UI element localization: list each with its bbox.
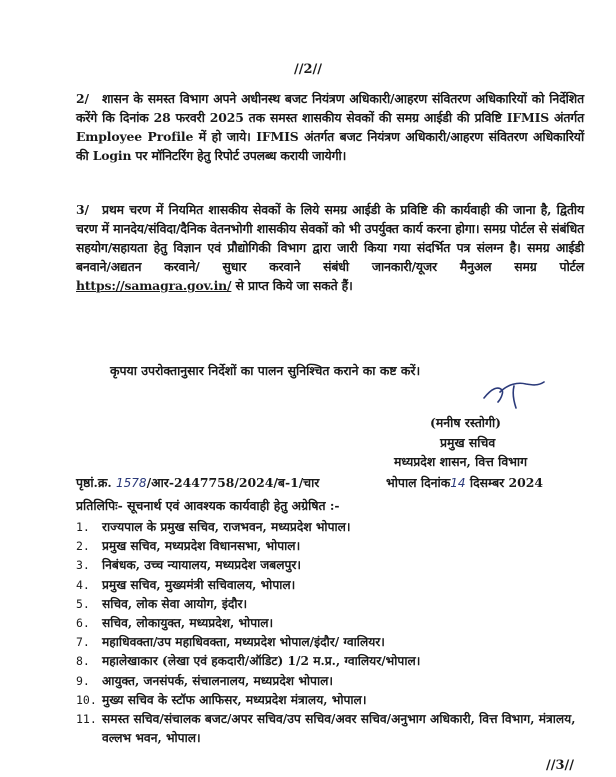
page-number-bottom: //3// [546, 758, 575, 773]
list-item-text: प्रमुख सचिव, मुख्यमंत्री सचिवालय, भोपाल। [102, 577, 296, 592]
signer-department: मध्यप्रदेश शासन, वित्त विभाग [394, 454, 528, 469]
list-item-number: 9. [76, 673, 90, 688]
samagra-portal-link[interactable]: https://samagra.gov.in/ [76, 278, 232, 293]
paragraph-2-number: 2/ [76, 91, 89, 106]
list-item-text: समस्त सचिव/संचालक बजट/अपर सचिव/उप सचिव/अवर सचिव/अनुभाग अधिकारी, वित्त विभाग, मंत्रालय, वल्लभ भवन, भोपाल। [102, 712, 576, 746]
list-item [76, 652, 586, 671]
list-item-text: निबंधक, उच्च न्यायालय, मध्यप्रदेश जबलपुर। [102, 558, 302, 573]
list-item [76, 710, 586, 748]
list-item-number: 6. [76, 616, 90, 631]
list-item-text: सचिव, लोक सेवा आयोग, इंदौर। [102, 596, 248, 611]
list-item-number: 3. [76, 558, 90, 573]
list-item-number: 5. [76, 596, 90, 611]
list-item-text: प्रमुख सचिव, मध्यप्रदेश विधानसभा, भोपाल। [102, 539, 301, 554]
list-item-number: 7. [76, 635, 90, 650]
list-item [76, 672, 586, 691]
list-item-text: मुख्य सचिव के स्टॉफ आफिसर, मध्यप्रदेश मंत्रालय, भोपाल। [102, 692, 367, 707]
list-item [76, 518, 586, 537]
list-item-text: राज्यपाल के प्रमुख सचिव, राजभवन, मध्यप्रदेश भोपाल। [102, 520, 351, 534]
list-item-text: आयुक्त, जनसंपर्क, संचालनालय, मध्यप्रदेश भोपाल। [102, 673, 334, 688]
list-item-text: महाधिवक्ता/उप महाधिवक्ता, मध्यप्रदेश भोपाल/इंदौर/ ग्वालियर। [102, 635, 385, 650]
paragraph-3-text: प्रथम चरण में नियमित शासकीय सेवकों के लिये समग्र आईडी के प्रविष्टि की कार्यवाही की जाना है, द्वितीय चरण में मानदेय/संविदा/दैनिक वेतनभोगी शासकीय सेवकों को भी उपर्युक्त कार्य करना होगा। समग्र पोर्टल से संबंधित सहयोग/सहायता हेतु विज्ञान एवं प्रौद्योगिकी विभाग द्वारा जारी किया गया संदर्भित पत्र संलग्न है। समग्र आईडी बनवाने/अद्यतन करवाने/ सुधार करवाने संबंधी जानकारी/यूजर मैनुअल समग्र पोर्टल [76, 202, 584, 274]
list-item-number: 11. [76, 712, 97, 727]
reference-number: /आर-2447758/2024/ब-1/चार [146, 475, 320, 490]
list-item [76, 633, 586, 652]
paragraph-2-text: शासन के समस्त विभाग अपने अधीनस्थ बजट नियंत्रण अधिकारी/आहरण संवितरण अधिकारियों को निर्देशित करेंगे कि दिनांक 28 फरवरी 2025 तक समस्त शासकीय सेवकों की समग्र आईडी की प्रविष्टि IFMIS अंतर्गत Employee Profile में हो जाये। IFMIS अंतर्गत बजट नियंत्रण अधिकारी/आहरण संवितरण अधिकारियों की Login पर मॉनिटरिंग हेतु रिपोर्ट उपलब्ध करायी जायेगी। [76, 91, 584, 163]
list-item [76, 595, 586, 614]
page-number-top: //2// [293, 62, 323, 77]
handwritten-signature [478, 376, 548, 416]
list-item [76, 556, 586, 575]
place-date [386, 474, 543, 491]
signer-title: प्रमुख सचिव [440, 435, 496, 450]
list-item-number: 4. [76, 577, 90, 592]
handwritten-day: 14 [450, 476, 466, 490]
signer-name: (मनीष रस्तोगी) [430, 415, 502, 430]
paragraph-2 [76, 89, 584, 165]
copy-heading: प्रतिलिपिः- सूचनार्थ एवं आवश्यक कार्यवाही हेतु अग्रेषित :- [76, 498, 340, 513]
list-item [76, 576, 586, 595]
place-date-prefix: भोपाल दिनांक [386, 475, 451, 490]
reference-prefix: पृष्ठां.क्र. [76, 475, 112, 490]
list-item-number: 10. [76, 692, 97, 707]
list-item-text: सचिव, लोकायुक्त, मध्यप्रदेश, भोपाल। [102, 616, 274, 631]
copy-list [76, 518, 586, 748]
request-line: कृपया उपरोक्तानुसार निर्देशों का पालन सुनिश्चित कराने का कष्ट करें। [110, 363, 421, 378]
month-year: दिसम्बर 2024 [469, 475, 544, 490]
paragraph-3-text-end: से प्राप्त किये जा सकते हैं। [231, 278, 353, 293]
list-item-number: 1. [76, 520, 90, 534]
list-item-number: 8. [76, 654, 90, 669]
list-item-text: महालेखाकार (लेखा एवं हकदारी/ऑडिट) 1/2 म.प्र., ग्वालियर/भोपाल। [102, 654, 421, 669]
reference-line [76, 474, 596, 491]
reference-handwritten-number: 1578 [116, 476, 147, 490]
list-item [76, 614, 586, 633]
list-item-number: 2. [76, 539, 90, 554]
list-item [76, 691, 586, 710]
list-item [76, 537, 586, 556]
paragraph-3-number: 3/ [76, 202, 89, 217]
paragraph-3 [76, 200, 584, 295]
